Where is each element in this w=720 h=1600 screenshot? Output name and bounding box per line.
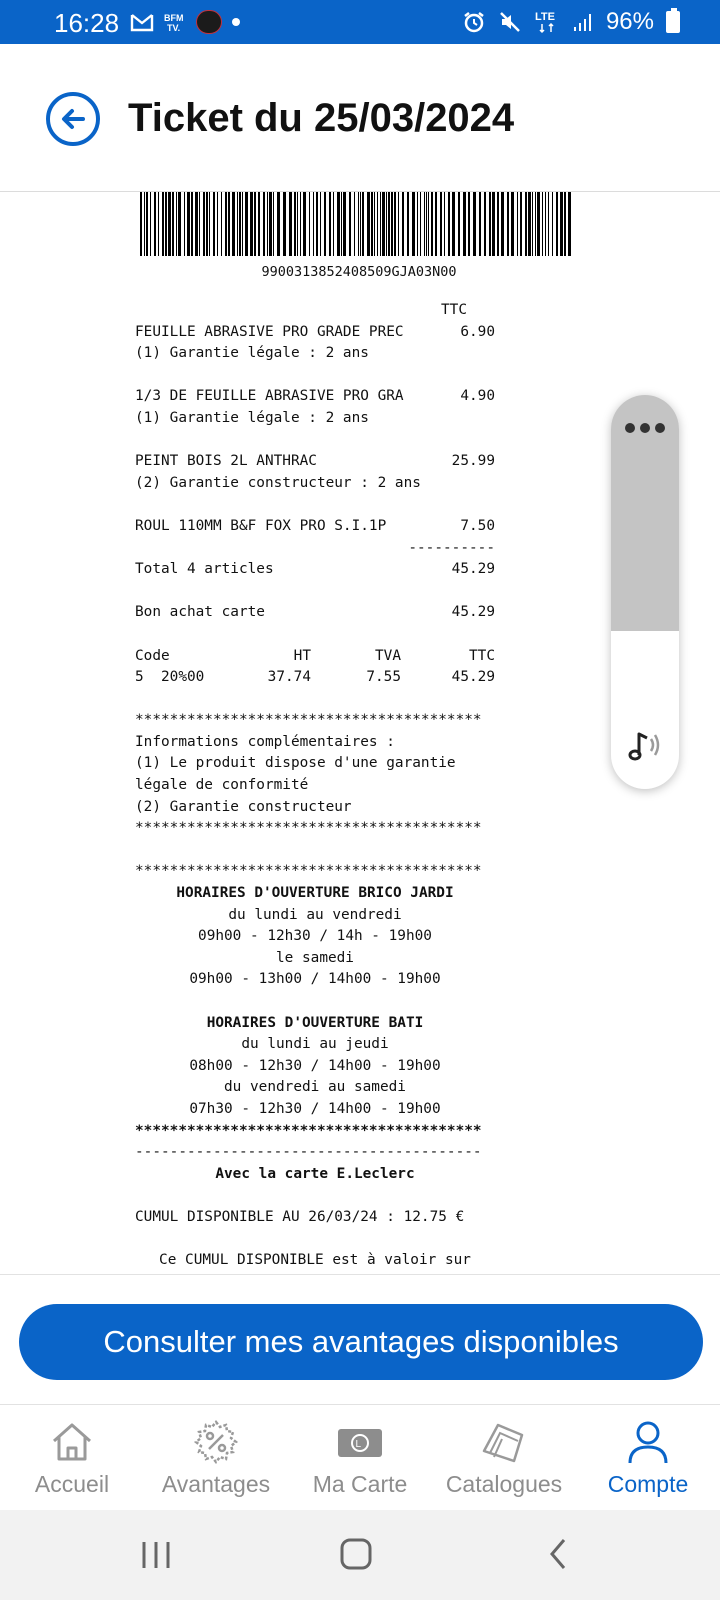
receipt-item <box>135 516 495 538</box>
tva-ttc: 45.29 <box>451 669 495 686</box>
music-sound-icon[interactable] <box>625 725 665 765</box>
nav-item-accueil[interactable] <box>0 1405 144 1511</box>
back-arrow-icon <box>59 105 87 133</box>
card-title: Avec la carte E.Leclerc <box>215 1165 415 1182</box>
svg-text:LTE: LTE <box>534 11 555 23</box>
tele-loisirs-icon <box>196 10 222 34</box>
bon-achat-row <box>135 602 495 624</box>
hours-brico-title: HORAIRES D'OUVERTURE BRICO JARDI <box>176 885 454 902</box>
dash-divider: ---------------------------------------- <box>135 1144 482 1161</box>
tva-col-ht: HT <box>293 647 311 664</box>
hours-line: 09h00 - 13h00 / 14h00 - 19h00 <box>189 971 441 988</box>
bfm-tv-icon <box>162 11 188 33</box>
tva-code: 5 20%00 <box>135 669 205 686</box>
item-name: 1/3 DE FEUILLE ABRASIVE PRO GRA <box>135 388 404 405</box>
stars-divider: **************************************** <box>135 863 482 880</box>
info-line: (1) Le produit dispose d'une garantie <box>135 755 456 772</box>
info-line: (2) Garantie constructeur <box>135 798 352 815</box>
receipt-item <box>135 451 495 473</box>
catalog-icon <box>480 1419 528 1465</box>
signal-icon <box>572 11 594 33</box>
status-left-icons <box>130 10 242 34</box>
page-title: Ticket du 25/03/2024 <box>128 96 515 140</box>
floating-panel-handle[interactable] <box>611 395 679 631</box>
lte-icon <box>534 9 560 35</box>
item-price: 7.50 <box>460 517 495 534</box>
hours-line: le samedi <box>276 949 354 966</box>
hours-bati-title: HORAIRES D'OUVERTURE BATI <box>206 1014 424 1031</box>
nav-item-ma-carte[interactable] <box>288 1405 432 1511</box>
receipt-item <box>135 322 495 344</box>
item-price: 25.99 <box>451 453 495 470</box>
stars-divider: **************************************** <box>135 820 482 837</box>
tva-col-tva: TVA <box>375 647 401 664</box>
percent-badge-icon <box>192 1419 240 1465</box>
nav-item-catalogues[interactable] <box>432 1405 576 1511</box>
stars-divider: **************************************** <box>135 712 482 729</box>
recent-apps-button[interactable] <box>136 1534 176 1574</box>
bon-label: Bon achat carte <box>135 604 265 621</box>
home-icon <box>48 1419 96 1465</box>
mute-icon <box>498 10 522 34</box>
hours-line: du lundi au jeudi <box>241 1036 389 1053</box>
tva-col-code: Code <box>135 647 170 664</box>
svg-text:TV.: TV. <box>167 23 181 33</box>
receipt-text <box>135 300 495 1272</box>
hours-line: du vendredi au samedi <box>224 1079 406 1096</box>
tva-header-row <box>135 646 495 668</box>
tva-ht: 37.74 <box>267 669 311 686</box>
system-nav-bar <box>0 1510 720 1600</box>
item-price: 4.90 <box>460 388 495 405</box>
hours-line: 08h00 - 12h30 / 14h00 - 19h00 <box>189 1057 441 1074</box>
hours-line: 09h00 - 12h30 / 14h - 19h00 <box>198 928 432 945</box>
more-dots-icon[interactable] <box>625 423 665 435</box>
nav-label: Accueil <box>34 1471 110 1497</box>
item-note: (1) Garantie légale : 2 ans <box>135 345 369 362</box>
tva-tva: 7.55 <box>366 669 401 686</box>
bottom-nav <box>0 1404 720 1510</box>
item-note: (2) Garantie constructeur : 2 ans <box>135 474 421 491</box>
tva-data-row <box>135 667 495 689</box>
alarm-icon <box>462 10 486 34</box>
item-note: (1) Garantie légale : 2 ans <box>135 409 369 426</box>
floating-media-panel[interactable] <box>611 395 679 789</box>
info-line: légale de conformité <box>135 777 309 794</box>
cumul-note-line: Ce CUMUL DISPONIBLE est à valoir sur <box>159 1252 471 1269</box>
item-name: PEINT BOIS 2L ANTHRAC <box>135 453 317 470</box>
home-button[interactable] <box>336 1534 376 1574</box>
cta-area <box>0 1274 720 1404</box>
nav-label: Catalogues <box>445 1471 563 1497</box>
item-name: FEUILLE ABRASIVE PRO GRADE PREC <box>135 323 404 340</box>
total-row <box>135 559 495 581</box>
nav-item-compte[interactable] <box>576 1405 720 1511</box>
battery-icon <box>666 11 680 33</box>
nav-label: Avantages <box>161 1471 271 1497</box>
item-price: 6.90 <box>460 323 495 340</box>
status-right-icons <box>462 8 680 36</box>
hours-line: 07h30 - 12h30 / 14h00 - 19h00 <box>189 1100 441 1117</box>
svg-text:BFM: BFM <box>164 13 184 23</box>
consult-benefits-button[interactable]: Consulter mes avantages disponibles <box>19 1304 703 1380</box>
info-title: Informations complémentaires : <box>135 733 395 750</box>
item-name: ROUL 110MM B&F FOX PRO S.I.1P <box>135 517 387 534</box>
card-icon <box>336 1419 384 1465</box>
stars-divider: **************************************** <box>135 1122 482 1139</box>
back-nav-button[interactable] <box>540 1534 580 1574</box>
status-time: 16:28 <box>54 8 120 38</box>
status-bar <box>0 0 720 44</box>
user-icon <box>624 1419 672 1465</box>
svg-text:L: L <box>355 1439 362 1450</box>
notification-dot-icon <box>230 16 242 28</box>
app-header <box>0 44 720 192</box>
nav-label: Ma Carte <box>312 1471 408 1497</box>
battery-percent: 96% <box>605 8 654 35</box>
total-value: 45.29 <box>451 561 495 578</box>
ttc-header: TTC <box>441 302 467 318</box>
barcode <box>140 192 578 262</box>
bon-value: 45.29 <box>451 604 495 621</box>
total-label: Total 4 articles <box>135 561 274 578</box>
divider-short: ---------- <box>408 539 495 556</box>
hours-line: du lundi au vendredi <box>228 906 402 923</box>
nav-label: Compte <box>607 1471 689 1497</box>
gmail-icon <box>130 12 154 32</box>
cumul-line: CUMUL DISPONIBLE AU 26/03/24 : 12.75 € <box>135 1208 465 1225</box>
tva-col-ttc: TTC <box>469 647 495 664</box>
receipt-item <box>135 386 495 408</box>
back-button[interactable] <box>46 92 100 146</box>
nav-item-avantages[interactable] <box>144 1405 288 1511</box>
barcode-number: 9900313852408509GJA03N00 <box>261 264 457 280</box>
